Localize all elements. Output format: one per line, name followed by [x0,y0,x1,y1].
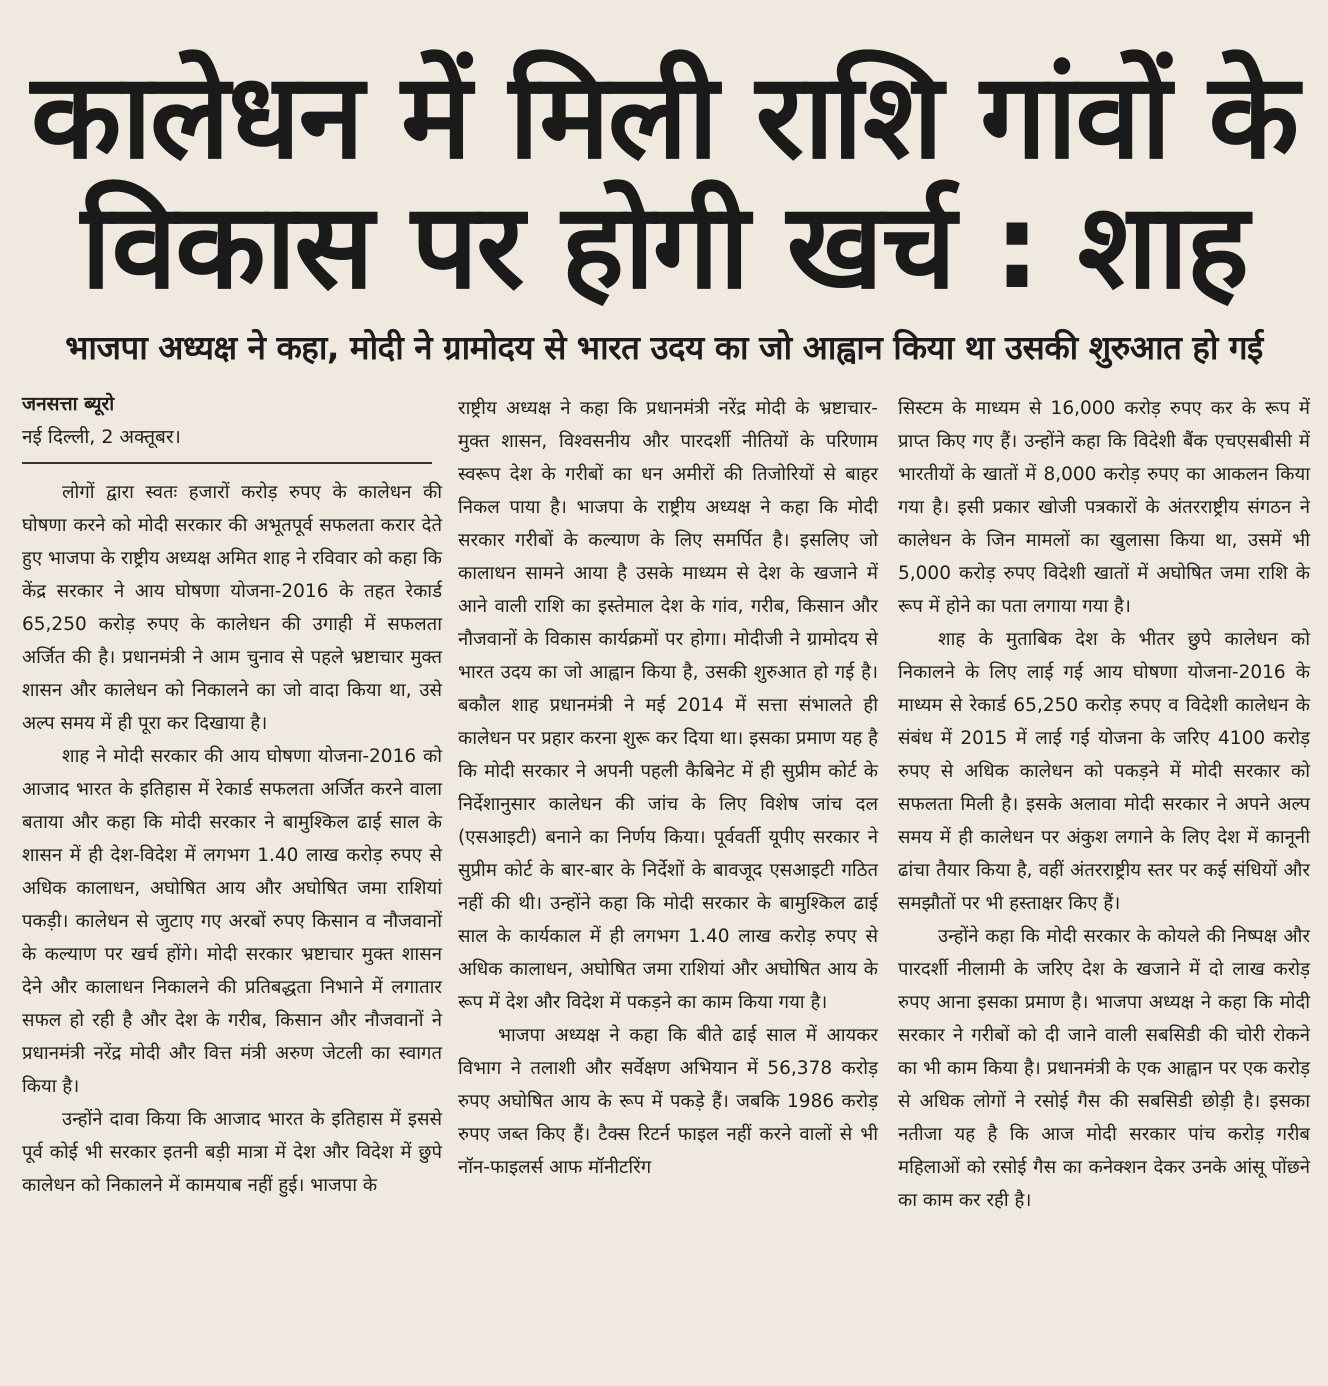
byline-rule [22,462,432,464]
headline-line-2: विकास पर होगी खर्च : शाह [80,177,1248,315]
paragraph: लोगों द्वारा स्वतः हजारों करोड़ रुपए के कालेधन की घोषणा करने को मोदी सरकार की अभूतपूर्व सफलता करार देते हुए भाजपा के राष्ट्रीय अध्यक्ष अमित शाह ने रविवार को कहा कि केंद्र सरकार ने आय घोषणा योजना-2016 के तहत रेकार्ड 65,250 करोड़ रुपए के कालेधन की उगाही में सफलता अर्जित की है। प्रधानमंत्री ने आम चुनाव से पहले भ्रष्टाचार मुक्त शासन और कालेधन को निकालने का जो वादा किया था, उसे अल्प समय में ही पूरा कर दिखाया है। [22,482,442,734]
paragraph: उन्होंने दावा किया कि आजाद भारत के इतिहास में इससे पूर्व कोई भी सरकार इतनी बड़ी मात्रा में देश और विदेश में छुपे कालेधन को निकालने में कामयाब नहीं हुई। भाजपा के [22,1109,442,1196]
article-column-1 [22,388,442,1202]
paragraph: शाह के मुताबिक देश के भीतर छुपे कालेधन को निकालने के लिए लाई गई आय घोषणा योजना-2016 के माध्यम से रेकार्ड 65,250 करोड़ रुपए व विदेशी कालेधन के संबंध में 2015 में लाई गई योजना के जरिए 4100 करोड़ रुपए से अधिक कालेधन को पकड़ने में मोदी सरकार को सफलता मिली है। इसके अलावा मोदी सरकार ने अपने अल्प समय में ही कालेधन पर अंकुश लगाने के लिए देश में कानूनी ढांचा तैयार किया है, वहीं अंतरराष्ट्रीय स्तर पर कई संधियों और समझौतों पर भी हस्ताक्षर किए हैं। [898,629,1310,914]
article-column-3 [898,392,1310,1217]
byline: जनसत्ता ब्यूरो [22,393,115,415]
paragraph: राष्ट्रीय अध्यक्ष ने कहा कि प्रधानमंत्री नरेंद्र मोदी के भ्रष्टाचार-मुक्त शासन, विश्वसनीय और पारदर्शी नीतियों के परिणाम स्वरूप देश के गरीबों का धन अमीरों की तिजोरियों से बाहर निकल पाया है। भाजपा के राष्ट्रीय अध्यक्ष ने कहा कि मोदी सरकार गरीबों के कल्याण के लिए समर्पित है। इसलिए जो कालाधन सामने आया है उसके माध्यम से देश के खजाने में आने वाली राशि का इस्तेमाल देश के गांव, गरीब, किसान और नौजवानों के विकास कार्यक्रमों पर होगा। मोदीजी ने ग्रामोदय से भारत उदय का जो आह्वान किया है, उसकी शुरुआत हो गई है। बकौल शाह प्रधानमंत्री ने मई 2014 में सत्ता संभालते ही कालेधन पर प्रहार करना शुरू कर दिया था। इसका प्रमाण यह है कि मोदी सरकार ने अपनी पहली कैबिनेट में ही सुप्रीम कोर्ट के निर्देशानुसार कालेधन की जांच के लिए विशेष जांच दल (एसआइटी) बनाने का निर्णय किया। पूर्ववर्ती यूपीए सरकार ने सुप्रीम कोर्ट के बार-बार के निर्देशों के बावजूद एसआइटी गठित नहीं की थी। उन्होंने कहा कि मोदी सरकार के बामुश्किल ढाई साल के कार्यकाल में ही लगभग 1.40 लाख करोड़ रुपए से अधिक कालाधन, अघोषित जमा राशियां और अघोषित आय के रूप में देश और विदेश में पकड़ने का काम किया गया है। [458,398,878,1013]
paragraph: सिस्टम के माध्यम से 16,000 करोड़ रुपए कर के रूप में प्राप्त किए गए हैं। उन्होंने कहा कि विदेशी बैंक एचएसबीसी में भारतीयों के खातों में 8,000 करोड़ रुपए का आकलन किया गया है। इसी प्रकार खोजी पत्रकारों के अंतरराष्ट्रीय संगठन ने कालेधन के जिन मामलों का खुलासा किया था, उसमें भी 5,000 करोड़ रुपए विदेशी खातों में अघोषित जमा राशि के रूप में होने का पता लगाया गया है। [898,398,1310,617]
paragraph: उन्होंने कहा कि मोदी सरकार के कोयले की निष्पक्ष और पारदर्शी नीलामी के जरिए देश के खजाने में दो लाख करोड़ रुपए आना इसका प्रमाण है। भाजपा अध्यक्ष ने कहा कि मोदी सरकार ने गरीबों को दी जाने वाली सबसिडी की चोरी रोकने का भी काम किया है। प्रधानमंत्री के एक आह्वान पर एक करोड़ से अधिक लोगों ने रसोई गैस की सबसिडी छोड़ी है। इसका नतीजा यह है कि आज मोदी सरकार पांच करोड़ गरीब महिलाओं को रसोई गैस का कनेक्शन देकर उनके आंसू पोंछने का काम कर रही है। [898,926,1310,1211]
paragraph: भाजपा अध्यक्ष ने कहा कि बीते ढाई साल में आयकर विभाग ने तलाशी और सर्वेक्षण अभियान में 56,378 करोड़ रुपए अघोषित आय के रूप में पकड़े हैं। जबकि 1986 करोड़ रुपए जब्त किए हैं। टैक्स रिटर्न फाइल नहीं करने वालों से भी नॉन-फाइलर्स आफ मॉनीटरिंग [458,1025,878,1178]
subheadline: भाजपा अध्यक्ष ने कहा, मोदी ने ग्रामोदय से भारत उदय का जो आह्वान किया था उसकी शुरुआत हो गई [65,328,1263,367]
paragraph: शाह ने मोदी सरकार की आय घोषणा योजना-2016 को आजाद भारत के इतिहास में रेकार्ड सफलता अर्जित करने वाला बताया और कहा कि मोदी सरकार ने बामुश्किल ढाई साल के शासन में ही देश-विदेश में लगभग 1.40 लाख करोड़ रुपए से अधिक कालाधन, अघोषित आय और अघोषित जमा राशियां पकड़ी। कालेधन से जुटाए गए अरबों रुपए किसान व नौजवानों के कल्याण पर खर्च होंगे। मोदी सरकार भ्रष्टाचार मुक्त शासन देने और कालाधन निकालने की प्रतिबद्धता निभाने में लगातार सफल हो रही है और देश के गरीब, किसान और नौजवानों ने प्रधानमंत्री नरेंद्र मोदी और वित्त मंत्री अरुण जेटली का स्वागत किया है। [22,746,442,1097]
dateline: नई दिल्ली, 2 अक्तूबर। [22,426,181,448]
article-column-2 [458,392,878,1184]
headline-line-1: कालेधन में मिली राशि गांवों के [30,47,1298,185]
